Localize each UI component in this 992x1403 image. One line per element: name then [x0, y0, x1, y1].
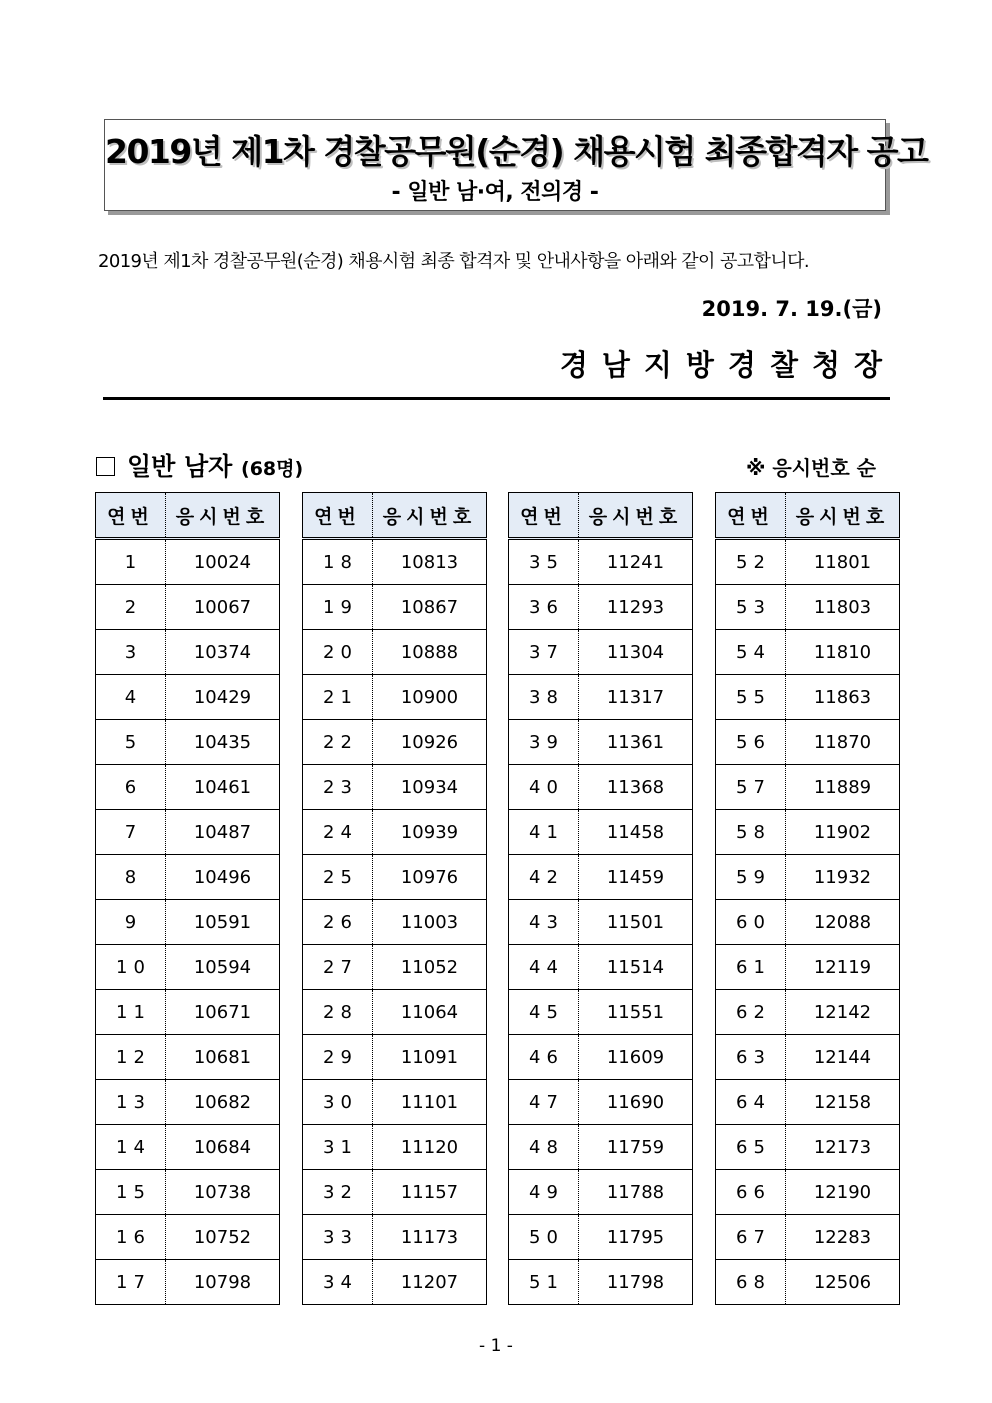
exam-number-cell: 11003 — [373, 900, 487, 945]
exam-number-cell: 12088 — [786, 900, 900, 945]
exam-number-cell: 12142 — [786, 990, 900, 1035]
title-box — [104, 119, 928, 211]
exam-number-cell: 10813 — [373, 539, 487, 585]
exam-number-cell: 11759 — [579, 1125, 693, 1170]
table-row — [716, 990, 900, 1035]
results-table — [508, 492, 693, 1305]
exam-number-cell: 11304 — [579, 630, 693, 675]
table-row — [716, 855, 900, 900]
exam-number-cell: 10798 — [166, 1260, 280, 1305]
seq-cell: 23 — [303, 765, 373, 810]
exam-number-cell: 11157 — [373, 1170, 487, 1215]
exam-number-cell: 10024 — [166, 539, 280, 585]
seq-cell: 1 — [96, 539, 166, 585]
exam-number-cell: 11788 — [579, 1170, 693, 1215]
seq-cell: 32 — [303, 1170, 373, 1215]
exam-number-cell: 12190 — [786, 1170, 900, 1215]
table-row — [509, 1080, 693, 1125]
page-number: - 1 - — [479, 1336, 513, 1356]
seq-cell: 7 — [96, 810, 166, 855]
exam-number-cell: 11361 — [579, 720, 693, 765]
table-row — [96, 585, 280, 630]
exam-number-cell: 11052 — [373, 945, 487, 990]
seq-cell: 44 — [509, 945, 579, 990]
exam-number-cell: 12119 — [786, 945, 900, 990]
exam-number-cell: 11317 — [579, 675, 693, 720]
table-row — [716, 539, 900, 585]
document-title: 2019년 제1차 경찰공무원(순경) 채용시험 최종합격자 공고 — [105, 132, 928, 171]
exam-number-header: 응시번호 — [166, 493, 280, 539]
exam-number-cell: 11293 — [579, 585, 693, 630]
exam-number-cell: 10684 — [166, 1125, 280, 1170]
exam-number-cell: 11458 — [579, 810, 693, 855]
table-row — [303, 630, 487, 675]
exam-number-cell: 10934 — [373, 765, 487, 810]
table-row — [509, 1260, 693, 1305]
table-row — [96, 855, 280, 900]
seq-cell: 54 — [716, 630, 786, 675]
exam-number-cell: 11801 — [786, 539, 900, 585]
table-header-row — [303, 493, 487, 539]
seq-cell: 51 — [509, 1260, 579, 1305]
table-row — [303, 945, 487, 990]
seq-cell: 58 — [716, 810, 786, 855]
seq-cell: 68 — [716, 1260, 786, 1305]
table-row — [716, 1125, 900, 1170]
exam-number-cell: 12158 — [786, 1080, 900, 1125]
table-row — [96, 1170, 280, 1215]
exam-number-cell: 11932 — [786, 855, 900, 900]
divider-line — [103, 397, 890, 400]
seq-cell: 49 — [509, 1170, 579, 1215]
section-title: 일반 남자 — [127, 452, 233, 481]
table-row — [716, 945, 900, 990]
table-row — [716, 1080, 900, 1125]
exam-number-cell: 10374 — [166, 630, 280, 675]
table-row — [509, 855, 693, 900]
exam-number-cell: 10594 — [166, 945, 280, 990]
section-heading — [96, 447, 303, 483]
exam-number-cell: 10591 — [166, 900, 280, 945]
table-row — [716, 1215, 900, 1260]
table-row — [716, 810, 900, 855]
exam-number-header: 응시번호 — [786, 493, 900, 539]
exam-number-cell: 11101 — [373, 1080, 487, 1125]
table-row — [96, 1080, 280, 1125]
seq-cell: 40 — [509, 765, 579, 810]
exam-number-cell: 11803 — [786, 585, 900, 630]
seq-cell: 20 — [303, 630, 373, 675]
table-row — [303, 1260, 487, 1305]
table-row — [303, 1125, 487, 1170]
table-row — [509, 675, 693, 720]
seq-cell: 45 — [509, 990, 579, 1035]
table-row — [509, 1170, 693, 1215]
exam-number-cell: 10461 — [166, 765, 280, 810]
table-row — [96, 945, 280, 990]
table-row — [716, 1170, 900, 1215]
seq-cell: 27 — [303, 945, 373, 990]
issuing-agency: 경남지방경찰청장 — [559, 348, 896, 382]
square-bullet-icon — [96, 457, 115, 476]
document-subtitle: - 일반 남·여, 전의경 - — [391, 180, 599, 205]
seq-cell: 42 — [509, 855, 579, 900]
table-row — [303, 675, 487, 720]
seq-cell: 60 — [716, 900, 786, 945]
exam-number-cell: 11368 — [579, 765, 693, 810]
table-row — [716, 1260, 900, 1305]
table-row — [509, 630, 693, 675]
table-row — [96, 765, 280, 810]
seq-cell: 56 — [716, 720, 786, 765]
seq-cell: 17 — [96, 1260, 166, 1305]
seq-cell: 33 — [303, 1215, 373, 1260]
exam-number-cell: 10867 — [373, 585, 487, 630]
seq-cell: 2 — [96, 585, 166, 630]
seq-cell: 41 — [509, 810, 579, 855]
seq-cell: 22 — [303, 720, 373, 765]
table-row — [96, 810, 280, 855]
exam-number-cell: 10900 — [373, 675, 487, 720]
seq-cell: 38 — [509, 675, 579, 720]
table-row — [303, 1035, 487, 1080]
table-row — [509, 539, 693, 585]
seq-cell: 35 — [509, 539, 579, 585]
seq-cell: 24 — [303, 810, 373, 855]
exam-number-cell: 12144 — [786, 1035, 900, 1080]
table-row — [96, 1215, 280, 1260]
table-row — [303, 585, 487, 630]
seq-cell: 50 — [509, 1215, 579, 1260]
section-count: (68명) — [241, 458, 304, 480]
table-row — [303, 900, 487, 945]
seq-cell: 37 — [509, 630, 579, 675]
exam-number-cell: 10487 — [166, 810, 280, 855]
table-row — [96, 1035, 280, 1080]
table-row — [303, 765, 487, 810]
seq-cell: 5 — [96, 720, 166, 765]
seq-cell: 14 — [96, 1125, 166, 1170]
seq-cell: 30 — [303, 1080, 373, 1125]
exam-number-cell: 10429 — [166, 675, 280, 720]
exam-number-cell: 10888 — [373, 630, 487, 675]
seq-cell: 62 — [716, 990, 786, 1035]
table-header-row — [96, 493, 280, 539]
results-table — [95, 492, 280, 1305]
seq-cell: 31 — [303, 1125, 373, 1170]
seq-header: 연번 — [716, 493, 786, 539]
exam-number-cell: 11120 — [373, 1125, 487, 1170]
exam-number-cell: 10671 — [166, 990, 280, 1035]
seq-cell: 46 — [509, 1035, 579, 1080]
seq-cell: 52 — [716, 539, 786, 585]
exam-number-cell: 11514 — [579, 945, 693, 990]
seq-cell: 66 — [716, 1170, 786, 1215]
seq-header: 연번 — [96, 493, 166, 539]
seq-cell: 48 — [509, 1125, 579, 1170]
exam-number-cell: 11609 — [579, 1035, 693, 1080]
exam-number-cell: 11810 — [786, 630, 900, 675]
exam-number-cell: 10435 — [166, 720, 280, 765]
table-row — [303, 539, 487, 585]
table-row — [509, 765, 693, 810]
table-row — [509, 1035, 693, 1080]
exam-number-cell: 10496 — [166, 855, 280, 900]
table-row — [509, 900, 693, 945]
seq-cell: 43 — [509, 900, 579, 945]
exam-number-cell: 10939 — [373, 810, 487, 855]
seq-cell: 65 — [716, 1125, 786, 1170]
exam-number-cell: 10926 — [373, 720, 487, 765]
table-row — [303, 720, 487, 765]
results-table — [715, 492, 900, 1305]
exam-number-cell: 10682 — [166, 1080, 280, 1125]
seq-cell: 64 — [716, 1080, 786, 1125]
exam-number-cell: 11207 — [373, 1260, 487, 1305]
seq-cell: 36 — [509, 585, 579, 630]
exam-number-cell: 10681 — [166, 1035, 280, 1080]
seq-cell: 67 — [716, 1215, 786, 1260]
exam-number-cell: 11863 — [786, 675, 900, 720]
table-row — [303, 990, 487, 1035]
seq-cell: 12 — [96, 1035, 166, 1080]
seq-cell: 55 — [716, 675, 786, 720]
seq-cell: 6 — [96, 765, 166, 810]
table-row — [96, 1260, 280, 1305]
table-header-row — [509, 493, 693, 539]
seq-cell: 8 — [96, 855, 166, 900]
exam-number-cell: 11241 — [579, 539, 693, 585]
table-row — [509, 810, 693, 855]
table-row — [716, 585, 900, 630]
exam-number-cell: 10976 — [373, 855, 487, 900]
table-row — [96, 539, 280, 585]
exam-number-cell: 10752 — [166, 1215, 280, 1260]
exam-number-cell: 11173 — [373, 1215, 487, 1260]
table-row — [303, 855, 487, 900]
table-row — [509, 585, 693, 630]
sort-note: ※ 응시번호 순 — [746, 456, 876, 480]
table-row — [509, 990, 693, 1035]
exam-number-cell: 11064 — [373, 990, 487, 1035]
exam-number-cell: 11870 — [786, 720, 900, 765]
seq-cell: 19 — [303, 585, 373, 630]
announcement-date: 2019. 7. 19.(금) — [701, 297, 882, 321]
seq-cell: 10 — [96, 945, 166, 990]
seq-cell: 9 — [96, 900, 166, 945]
seq-cell: 28 — [303, 990, 373, 1035]
exam-number-header: 응시번호 — [373, 493, 487, 539]
table-row — [96, 900, 280, 945]
exam-number-cell: 11795 — [579, 1215, 693, 1260]
seq-cell: 61 — [716, 945, 786, 990]
table-header-row — [716, 493, 900, 539]
exam-number-cell: 11459 — [579, 855, 693, 900]
exam-number-cell: 10067 — [166, 585, 280, 630]
results-table — [302, 492, 487, 1305]
seq-cell: 16 — [96, 1215, 166, 1260]
seq-cell: 29 — [303, 1035, 373, 1080]
table-row — [509, 945, 693, 990]
seq-cell: 11 — [96, 990, 166, 1035]
table-row — [96, 1125, 280, 1170]
seq-cell: 47 — [509, 1080, 579, 1125]
exam-number-cell: 11091 — [373, 1035, 487, 1080]
exam-number-cell: 11501 — [579, 900, 693, 945]
seq-cell: 53 — [716, 585, 786, 630]
table-row — [96, 990, 280, 1035]
seq-cell: 57 — [716, 765, 786, 810]
exam-number-cell: 11798 — [579, 1260, 693, 1305]
table-row — [509, 720, 693, 765]
exam-number-cell: 11889 — [786, 765, 900, 810]
seq-cell: 18 — [303, 539, 373, 585]
table-row — [303, 1215, 487, 1260]
table-row — [96, 630, 280, 675]
table-row — [716, 900, 900, 945]
seq-cell: 13 — [96, 1080, 166, 1125]
table-row — [716, 720, 900, 765]
seq-cell: 59 — [716, 855, 786, 900]
intro-text: 2019년 제1차 경찰공무원(순경) 채용시험 최종 합격자 및 안내사항을 아래와 같이 공고합니다. — [98, 251, 810, 272]
table-row — [716, 675, 900, 720]
exam-number-cell: 12173 — [786, 1125, 900, 1170]
seq-cell: 34 — [303, 1260, 373, 1305]
exam-number-cell: 11690 — [579, 1080, 693, 1125]
seq-cell: 21 — [303, 675, 373, 720]
exam-number-cell: 11551 — [579, 990, 693, 1035]
seq-cell: 15 — [96, 1170, 166, 1215]
table-row — [303, 810, 487, 855]
exam-number-cell: 12506 — [786, 1260, 900, 1305]
seq-cell: 26 — [303, 900, 373, 945]
seq-cell: 63 — [716, 1035, 786, 1080]
seq-header: 연번 — [509, 493, 579, 539]
table-row — [96, 675, 280, 720]
table-row — [303, 1080, 487, 1125]
exam-number-cell: 12283 — [786, 1215, 900, 1260]
table-row — [509, 1215, 693, 1260]
seq-cell: 25 — [303, 855, 373, 900]
seq-header: 연번 — [303, 493, 373, 539]
seq-cell: 3 — [96, 630, 166, 675]
table-row — [716, 765, 900, 810]
table-row — [96, 720, 280, 765]
seq-cell: 39 — [509, 720, 579, 765]
exam-number-cell: 10738 — [166, 1170, 280, 1215]
table-row — [716, 1035, 900, 1080]
seq-cell: 4 — [96, 675, 166, 720]
table-row — [716, 630, 900, 675]
table-row — [509, 1125, 693, 1170]
exam-number-header: 응시번호 — [579, 493, 693, 539]
table-row — [303, 1170, 487, 1215]
exam-number-cell: 11902 — [786, 810, 900, 855]
